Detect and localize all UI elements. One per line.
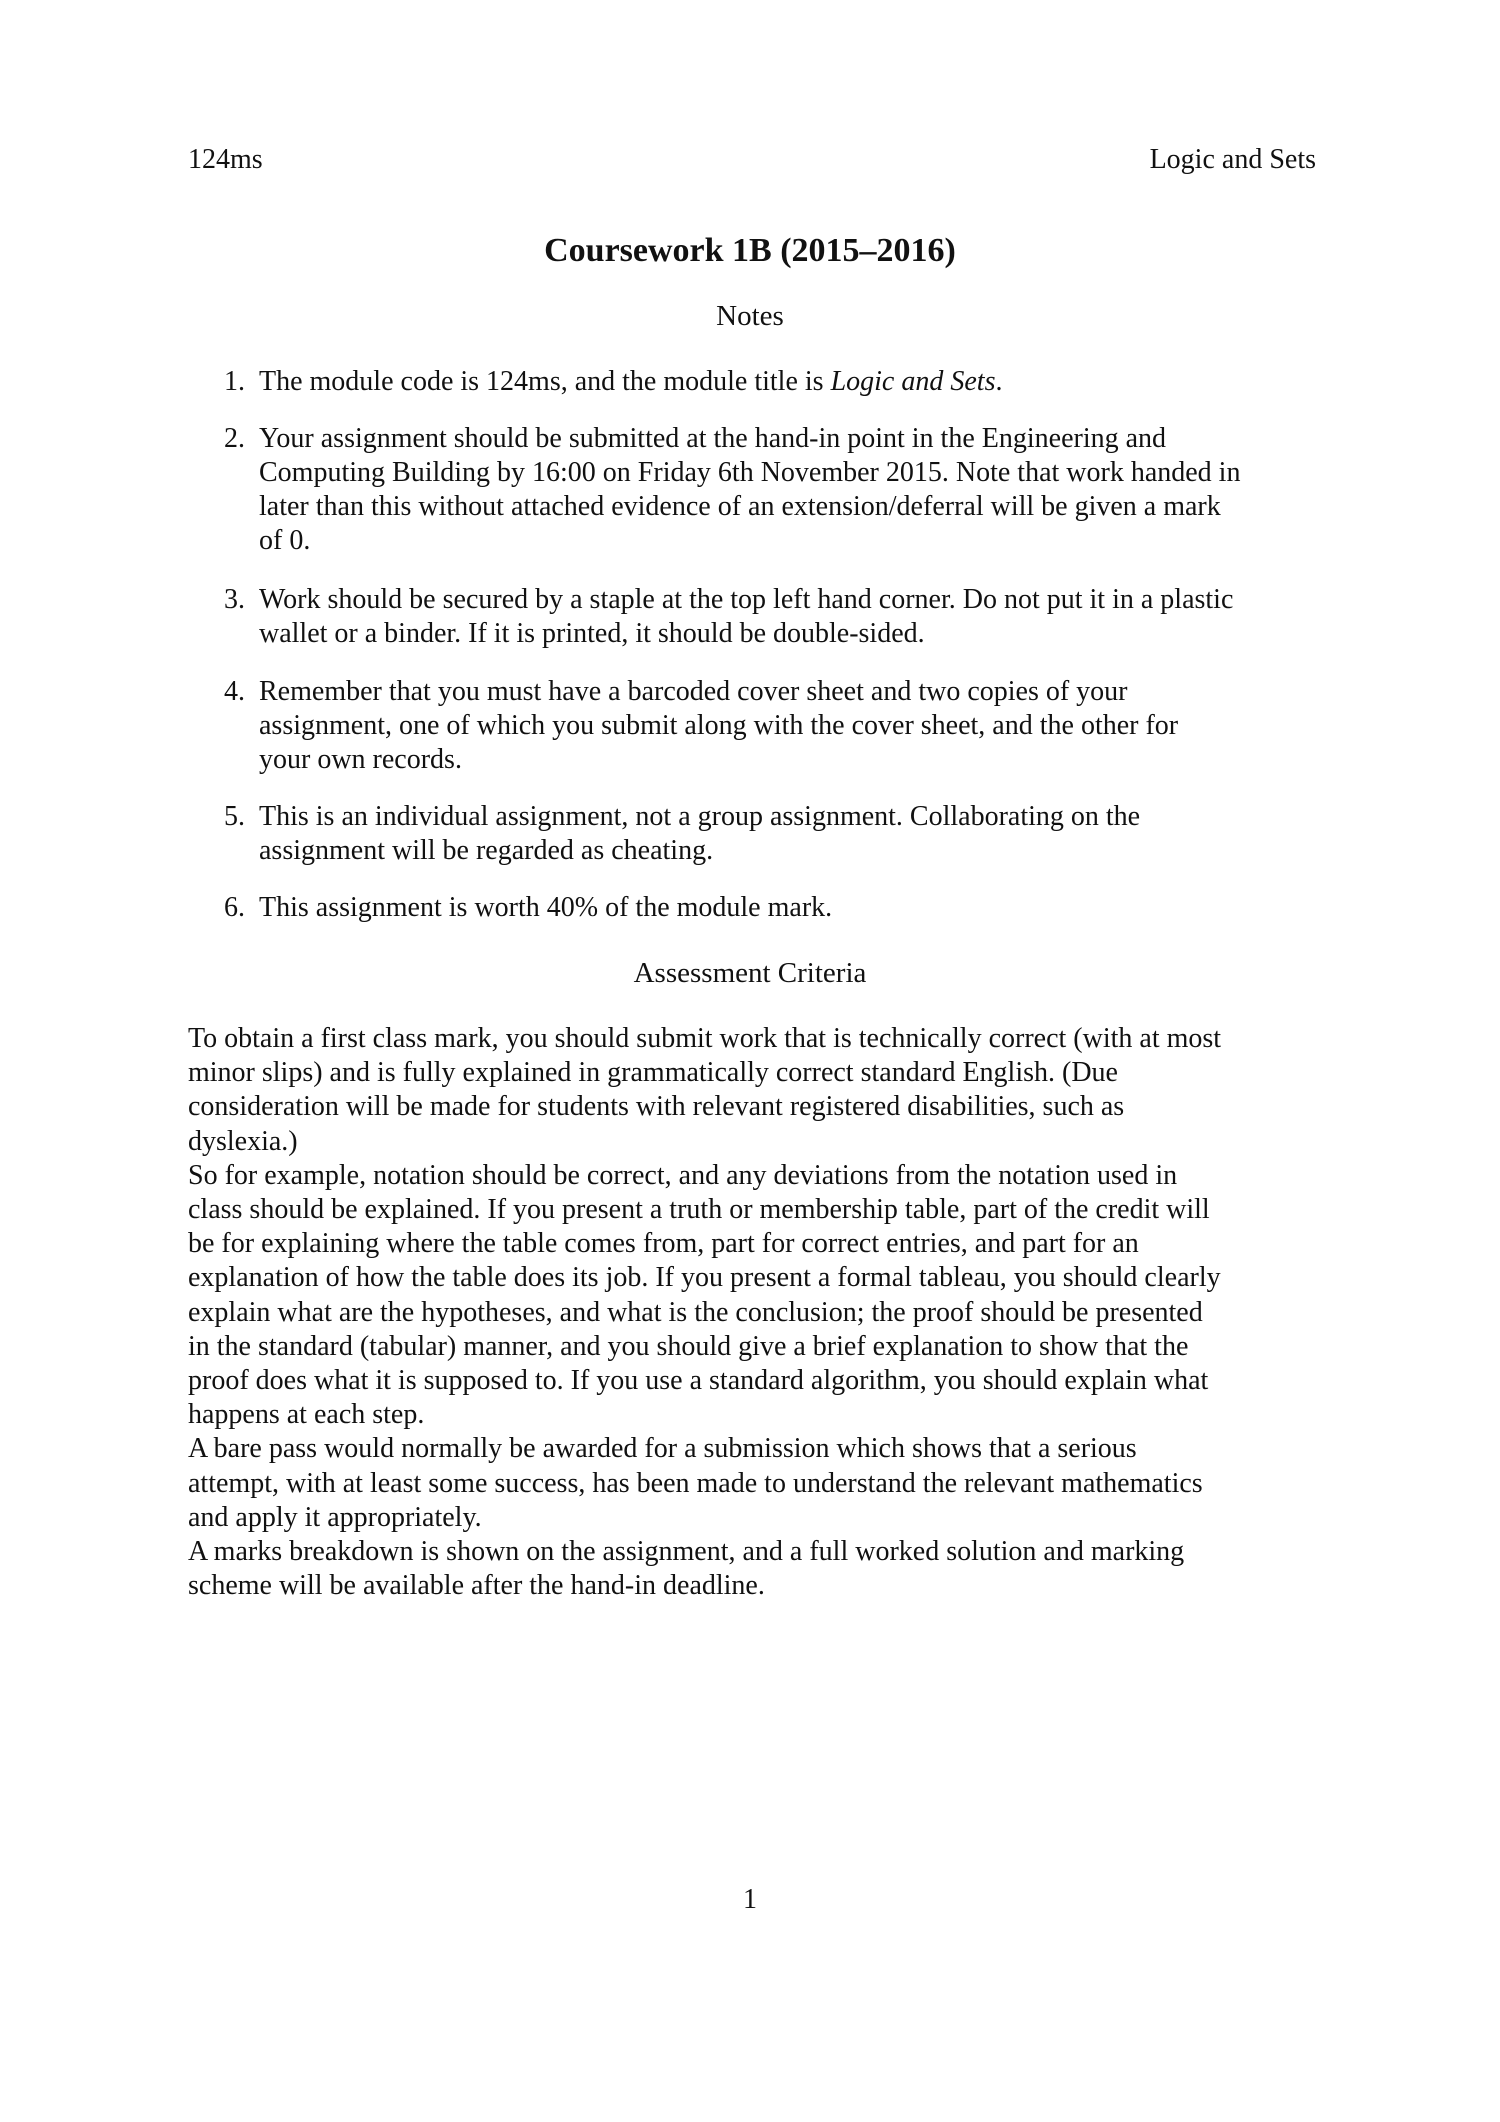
note-line bbox=[259, 834, 713, 868]
notes-heading: Notes bbox=[716, 300, 784, 332]
criteria-line: A bare pass would normally be awarded for a submission which shows that a serious bbox=[188, 1433, 1137, 1465]
criteria-line: dyslexia.) bbox=[188, 1125, 298, 1157]
note-text: Your assignment should be submitted at the hand-in point in the Engineering and bbox=[259, 423, 1167, 454]
note-text: assignment, one of which you submit along with the cover sheet, and the other for bbox=[259, 710, 1179, 741]
note-number: 5. bbox=[224, 801, 245, 832]
criteria-line: explanation of how the table does its job. If you present a formal tableau, you should clearly bbox=[188, 1262, 1221, 1294]
note-text: Computing Building by 16:00 on Friday 6th November 2015. Note that work handed in bbox=[259, 457, 1241, 488]
criteria-line: proof does what it is supposed to. If you use a standard algorithm, you should explain what bbox=[188, 1365, 1209, 1396]
note-line bbox=[259, 891, 832, 925]
note-line bbox=[259, 583, 1233, 617]
note-line bbox=[259, 365, 1002, 399]
note-line bbox=[259, 800, 1140, 834]
note-line bbox=[259, 422, 1166, 456]
criteria-line: To obtain a first class mark, you should submit work that is technically correct (with at most bbox=[188, 1023, 1222, 1054]
note-line bbox=[259, 456, 1240, 490]
note-number: 2. bbox=[224, 423, 245, 454]
criteria-line: be for explaining where the table comes from, part for correct entries, and part for an bbox=[188, 1228, 1139, 1260]
note-text: of 0. bbox=[259, 525, 311, 556]
note-line bbox=[259, 524, 310, 558]
criteria-line: explain what are the hypotheses, and what is the conclusion; the proof should be presented bbox=[188, 1296, 1203, 1328]
note-line bbox=[259, 709, 1178, 743]
criteria-line: happens at each step. bbox=[188, 1399, 425, 1431]
note-number: 6. bbox=[224, 892, 245, 923]
assessment-criteria-heading: Assessment Criteria bbox=[633, 957, 867, 989]
page-number: 1 bbox=[743, 1884, 757, 1915]
module-title-italic: Logic and Sets bbox=[830, 366, 996, 397]
note-text: This assignment is worth 40% of the module mark. bbox=[259, 892, 833, 923]
criteria-line: A marks breakdown is shown on the assignment, and a full worked solution and marking bbox=[188, 1536, 1185, 1567]
criteria-line: consideration will be made for students with relevant registered disabilities, such as bbox=[188, 1091, 1125, 1123]
note-line bbox=[259, 675, 1128, 709]
note-text: Work should be secured by a staple at the top left hand corner. Do not put it in a plastic bbox=[259, 584, 1234, 615]
note-text: This is an individual assignment, not a group assignment. Collaborating on the bbox=[259, 801, 1141, 832]
note-text: wallet or a binder. If it is printed, it should be double-sided. bbox=[259, 618, 925, 649]
note-line bbox=[259, 617, 925, 651]
note-number: 3. bbox=[224, 584, 245, 615]
header-module-title: Logic and Sets bbox=[1149, 144, 1316, 175]
criteria-line: minor slips) and is fully explained in grammatically correct standard English. (Due bbox=[188, 1057, 1118, 1089]
criteria-line: and apply it appropriately. bbox=[188, 1501, 482, 1533]
note-line bbox=[259, 490, 1221, 524]
criteria-line: scheme will be available after the hand-in deadline. bbox=[188, 1570, 765, 1602]
note-text: assignment will be regarded as cheating. bbox=[259, 835, 714, 866]
criteria-line: class should be explained. If you present a truth or membership table, part of the credit will bbox=[188, 1194, 1210, 1225]
criteria-line: attempt, with at least some success, has been made to understand the relevant mathematics bbox=[188, 1467, 1203, 1499]
note-text: The module code is 124ms, and the module title is bbox=[259, 366, 831, 397]
note-text: your own records. bbox=[259, 744, 462, 775]
page-title: Coursework 1B (2015–2016) bbox=[544, 232, 956, 269]
note-text: later than this without attached evidence of an extension/deferral will be given a mark bbox=[259, 491, 1221, 522]
note-text: Remember that you must have a barcoded cover sheet and two copies of your bbox=[259, 676, 1128, 707]
criteria-line: So for example, notation should be correct, and any deviations from the notation used in bbox=[188, 1159, 1178, 1191]
note-text: . bbox=[995, 366, 1003, 397]
note-line bbox=[259, 743, 462, 777]
criteria-line: in the standard (tabular) manner, and you should give a brief explanation to show that the bbox=[188, 1330, 1189, 1362]
header-module-code: 124ms bbox=[188, 144, 263, 175]
note-number: 1. bbox=[224, 366, 245, 397]
note-number: 4. bbox=[224, 676, 245, 707]
